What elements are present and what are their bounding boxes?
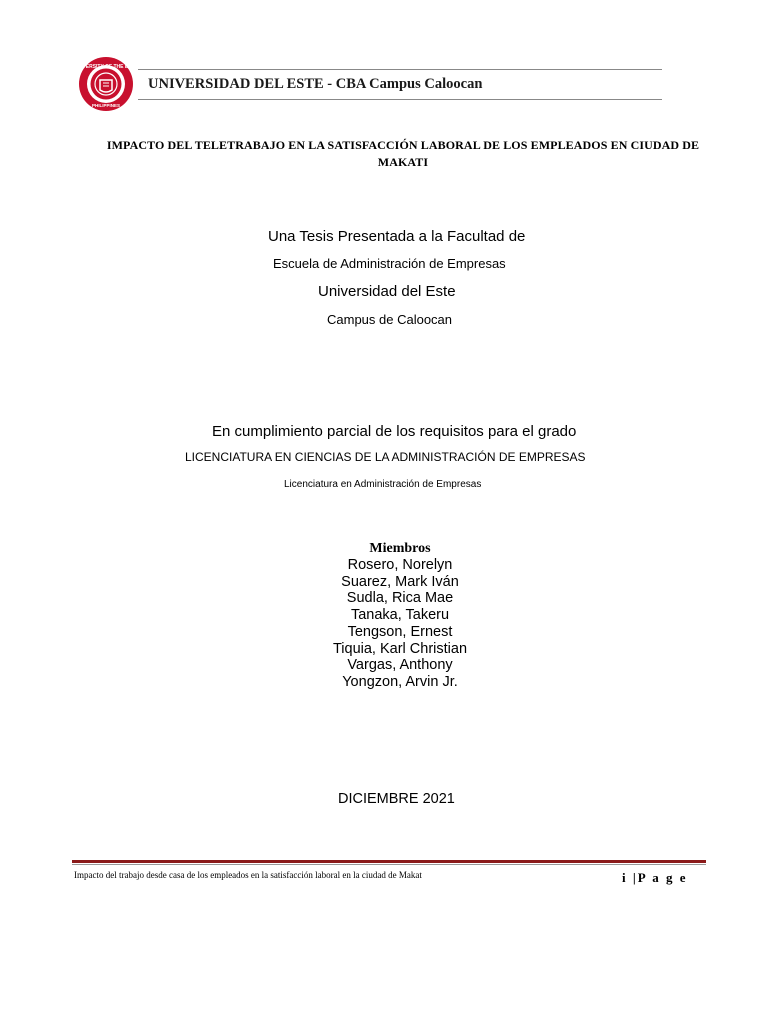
member-name: Suarez, Mark Iván	[341, 573, 459, 590]
fulfillment-line: En cumplimiento parcial de los requisitos para el grado	[212, 423, 577, 440]
member-name: Rosero, Norelyn	[347, 557, 453, 573]
member-name: Yongzon, Arvin Jr.	[342, 673, 458, 690]
footer-running-title: Impacto del trabajo desde casa de los empleados en la satisfacción laboral en la ciudad de Makat	[74, 870, 422, 880]
degree-title: LICENCIATURA EN CIENCIAS DE LA ADMINISTRACIÓN DE EMPRESAS	[185, 450, 586, 464]
page-number: i |P a g e	[622, 870, 688, 885]
member-name: Sudla, Rica Mae	[346, 590, 454, 607]
presentation-line-3: Universidad del Este	[318, 283, 456, 300]
members-heading: Miembros	[369, 541, 431, 556]
members-section	[230, 541, 570, 691]
university-seal-icon	[73, 56, 139, 112]
presentation-line-2: Escuela de Administración de Empresas	[273, 256, 506, 271]
header-top-rule	[138, 69, 662, 70]
footer-rule-thin	[72, 864, 706, 865]
presentation-line-4: Campus de Caloocan	[327, 312, 453, 327]
thesis-title: IMPACTO DEL TELETRABAJO EN LA SATISFACCIÓN LABORAL DE LOS EMPLEADOS EN CIUDAD DE MAKATI	[106, 138, 700, 169]
header-bottom-rule	[138, 99, 662, 100]
svg-text:PHILIPPINES: PHILIPPINES	[91, 103, 121, 108]
presentation-line-1: Una Tesis Presentada a la Facultad de	[268, 228, 526, 245]
degree-major: Licenciatura en Administración de Empresas	[284, 479, 482, 490]
svg-text:UNIVERSITY OF THE EAST: UNIVERSITY OF THE EAST	[73, 64, 139, 70]
submission-date: DICIEMBRE 2021	[338, 791, 455, 807]
member-name: Tiquia, Karl Christian	[332, 640, 468, 657]
footer-rule	[72, 860, 706, 863]
institution-name: UNIVERSIDAD DEL ESTE - CBA Campus Caloocan	[148, 76, 483, 92]
member-name: Vargas, Anthony	[347, 657, 453, 674]
member-name: Tengson, Ernest	[347, 623, 453, 640]
member-name: Tanaka, Takeru	[350, 607, 450, 624]
